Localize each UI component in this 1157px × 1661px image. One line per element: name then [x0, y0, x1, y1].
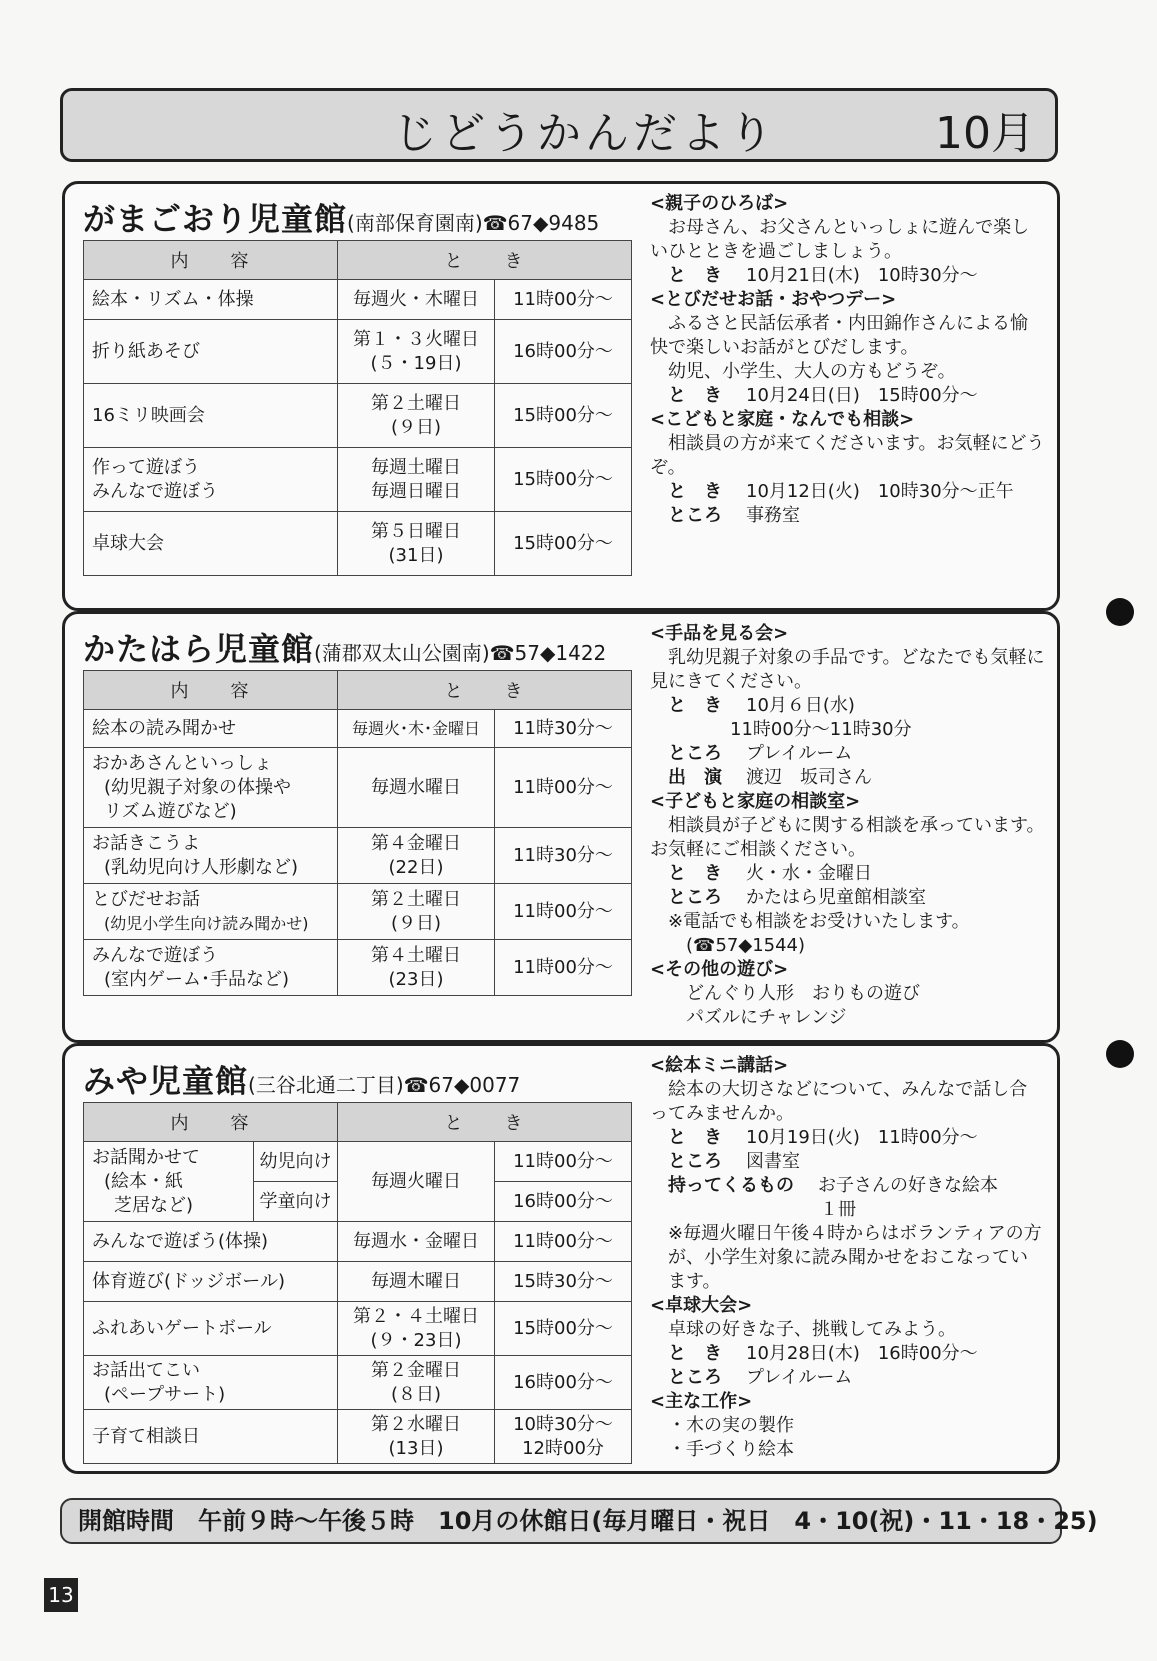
schedule-table — [83, 1102, 632, 1464]
detail-label: ところ — [668, 743, 722, 764]
detail-value: プレイルーム — [746, 1367, 853, 1388]
event-note: ※電話でも相談をお受けいたします。 — [668, 911, 970, 932]
row-day-line: (８日) — [390, 1383, 442, 1405]
event-title: <手品を見る会> — [650, 623, 789, 644]
katahara-section — [62, 611, 1060, 1043]
table-row — [84, 884, 632, 940]
event-text: ふるさと民話伝承者・内田錦作さんによる愉快で楽しいお話がとびだします。 — [650, 313, 1028, 358]
table-row — [84, 1356, 632, 1410]
event-text: ・手づくり絵本 — [668, 1439, 794, 1460]
row-sub-content: 幼児向け — [254, 1142, 338, 1182]
event-title: <卓球大会> — [650, 1295, 753, 1316]
row-content-line: (幼児親子対象の体操や — [104, 776, 292, 798]
row-content: 折り紙あそび — [84, 320, 338, 384]
row-content — [84, 828, 338, 884]
row-content: 16ミリ映画会 — [84, 384, 338, 448]
detail-label: と き — [668, 481, 722, 502]
row-day-line: 毎週日曜日 — [371, 480, 461, 502]
table-row — [84, 940, 632, 996]
event-detail — [650, 742, 1045, 766]
event-detail — [650, 694, 1045, 718]
schedule-table — [83, 240, 632, 576]
detail-value: かたはら児童館相談室 — [746, 887, 926, 908]
center-name: かたはら児童館 — [83, 630, 315, 668]
row-content — [84, 448, 338, 512]
row-content-line: (ペープサート) — [104, 1383, 226, 1405]
event-detail — [650, 480, 1045, 504]
event-text: 相談員の方が来てくださいます。お気軽にどうぞ。 — [650, 433, 1045, 478]
detail-label: 持ってくるもの — [668, 1175, 794, 1196]
row-day — [338, 884, 495, 940]
row-content: 絵本・リズム・体操 — [84, 280, 338, 320]
center-name: みや児童館 — [83, 1062, 249, 1100]
header-when: と き — [338, 1103, 632, 1142]
row-content-line: 作って遊ぼう — [92, 456, 200, 478]
row-day — [338, 1356, 495, 1410]
row-time: 11時00分～ — [495, 1222, 632, 1262]
row-day — [338, 448, 495, 512]
row-day-line: 第２水曜日 — [371, 1413, 461, 1435]
row-day-line: 第２金曜日 — [371, 1359, 461, 1381]
detail-value: プレイルーム — [746, 743, 853, 764]
event-detail — [650, 1342, 1045, 1366]
row-content-line: (乳幼児向け人形劇など) — [104, 856, 299, 878]
binder-hole-icon — [1106, 1040, 1134, 1068]
row-content-line: とびだせお話 — [92, 888, 200, 910]
event-detail — [650, 1150, 1045, 1174]
row-time: 16時00分～ — [495, 1182, 632, 1222]
row-day — [338, 940, 495, 996]
table-header-row — [84, 1103, 632, 1142]
row-day: 毎週火・木曜日 — [338, 280, 495, 320]
event-detail — [650, 766, 1045, 790]
event-detail — [650, 384, 1045, 408]
table-row — [84, 1410, 632, 1464]
center-tel: ☎57◆1422 — [489, 641, 607, 665]
table-row — [84, 320, 632, 384]
table-row — [84, 1262, 632, 1302]
event-detail — [650, 886, 1045, 910]
event-title: <とびだせお話・おやつデー> — [650, 289, 897, 310]
row-day: 毎週火曜日 — [338, 1142, 495, 1222]
page-header — [60, 88, 1058, 162]
row-sub-content: 学童向け — [254, 1182, 338, 1222]
event-text: 卓球の好きな子、挑戦してみよう。 — [668, 1319, 956, 1340]
row-day: 毎週木曜日 — [338, 1262, 495, 1302]
row-content: 体育遊び(ドッジボール) — [84, 1262, 338, 1302]
table-row — [84, 828, 632, 884]
gamagori-section — [62, 181, 1060, 611]
center-tel: ☎67◆9485 — [482, 211, 600, 235]
detail-value: お子さんの好きな絵本 — [818, 1175, 998, 1196]
page-month: 10月 — [935, 108, 1035, 159]
detail-value: 11時00分～11時30分 — [730, 719, 912, 740]
table-row — [84, 448, 632, 512]
table-row — [84, 1142, 632, 1182]
header-content: 内 容 — [84, 241, 338, 280]
event-text: 幼児、小学生、大人の方もどうぞ。 — [668, 361, 956, 382]
detail-label: と き — [668, 695, 722, 716]
row-day-line: (13日) — [388, 1437, 444, 1459]
table-row — [84, 710, 632, 748]
row-day — [338, 1410, 495, 1464]
detail-value: 事務室 — [746, 505, 800, 526]
event-text: 絵本の大切さなどについて、みんなで話し合ってみませんか。 — [650, 1079, 1028, 1124]
table-header-row — [84, 241, 632, 280]
row-day-line: 第１・３火曜日 — [353, 328, 479, 350]
center-location: (南部保育園南) — [347, 211, 483, 235]
row-day-line: (９日) — [390, 416, 442, 438]
row-time: 11時00分～ — [495, 280, 632, 320]
table-row — [84, 748, 632, 828]
detail-label: と き — [668, 385, 722, 406]
row-day-line: (９・23日) — [370, 1329, 462, 1351]
event-title: <こどもと家庭・なんでも相談> — [650, 409, 915, 430]
row-content-line: (絵本・紙 — [104, 1170, 184, 1192]
row-content — [84, 1356, 338, 1410]
event-text: 乳幼児親子対象の手品です。どなたでも気軽に見にきてください。 — [650, 647, 1045, 692]
detail-label: ところ — [668, 1367, 722, 1388]
row-content-line: リズム遊びなど) — [104, 800, 237, 822]
event-note: ※毎週火曜日午後４時からはボランティアの方が、小学生対象に読み聞かせをおこなっています。 — [668, 1223, 1042, 1292]
center-name: がまごおり児童館 — [83, 200, 348, 238]
detail-label: 出 演 — [668, 767, 722, 788]
row-content-line: 芝居など) — [114, 1194, 194, 1216]
row-time-line: 12時00分 — [522, 1437, 604, 1459]
detail-value: 10月12日(火) 10時30分～正午 — [746, 481, 1014, 502]
detail-label: と き — [668, 1343, 722, 1364]
table-row — [84, 384, 632, 448]
event-text: パズルにチャレンジ — [686, 1007, 847, 1028]
row-time: 15時00分～ — [495, 448, 632, 512]
detail-value: 10月21日(木) 10時30分～ — [746, 265, 978, 286]
row-content-line: お話聞かせて — [92, 1146, 200, 1168]
row-day-line: 第２・４土曜日 — [353, 1305, 479, 1327]
row-content-line: おかあさんといっしょ — [92, 752, 272, 774]
detail-value: １冊 — [820, 1199, 856, 1220]
row-content — [84, 940, 338, 996]
row-content — [84, 748, 338, 828]
row-content-line: (幼児小学生向け読み聞かせ) — [104, 913, 309, 933]
row-day-line: 第２土曜日 — [371, 888, 461, 910]
detail-label: と き — [668, 863, 722, 884]
row-time: 15時00分～ — [495, 1302, 632, 1356]
row-time: 15時00分～ — [495, 512, 632, 576]
row-content-line: お話出てこい — [92, 1359, 200, 1381]
row-day — [338, 320, 495, 384]
schedule-table — [83, 670, 632, 996]
event-text: お母さん、お父さんといっしょに遊んで楽しいひとときを過ごしましょう。 — [650, 217, 1030, 262]
row-day-line: 第４金曜日 — [371, 832, 461, 854]
detail-label: と き — [668, 265, 722, 286]
row-day: 毎週火･木･金曜日 — [338, 710, 495, 748]
row-day-line: (５・19日) — [370, 352, 462, 374]
row-content — [84, 884, 338, 940]
center-heading — [83, 194, 631, 240]
row-time — [495, 1410, 632, 1464]
row-time: 15時30分～ — [495, 1262, 632, 1302]
event-title: <絵本ミニ講話> — [650, 1055, 789, 1076]
event-title: <子どもと家庭の相談室> — [650, 791, 861, 812]
page-title: じどうかんだより — [393, 108, 777, 159]
event-detail — [650, 1126, 1045, 1150]
row-content: みんなで遊ぼう(体操) — [84, 1222, 338, 1262]
detail-value: 10月28日(木) 16時00分～ — [746, 1343, 978, 1364]
binder-hole-icon — [1106, 598, 1134, 626]
event-title: <親子のひろば> — [650, 193, 789, 214]
center-tel: ☎67◆0077 — [403, 1073, 521, 1097]
event-detail — [650, 862, 1045, 886]
opening-hours-bar: 開館時間 午前９時～午後５時 10月の休館日(毎月曜日・祝日 4・10(祝)・11・18・25) — [60, 1498, 1062, 1544]
detail-label: ところ — [668, 887, 722, 908]
header-content: 内 容 — [84, 671, 338, 710]
row-time-line: 10時30分～ — [513, 1413, 613, 1435]
event-detail — [650, 504, 1045, 528]
row-time: 11時30分～ — [495, 828, 632, 884]
row-day-line: (23日) — [388, 968, 444, 990]
event-text: 相談員が子どもに関する相談を承っています。お気軽にご相談ください。 — [650, 815, 1045, 860]
table-row — [84, 1302, 632, 1356]
event-notes — [650, 192, 1045, 528]
detail-label: ところ — [668, 505, 722, 526]
center-location: (蒲郡双太山公園南) — [314, 641, 490, 665]
row-day-line: 第２土曜日 — [371, 392, 461, 414]
event-notes — [650, 1054, 1045, 1462]
row-time: 11時00分～ — [495, 1142, 632, 1182]
event-title: <その他の遊び> — [650, 959, 789, 980]
table-row — [84, 280, 632, 320]
detail-value: 10月19日(火) 11時00分～ — [746, 1127, 978, 1148]
event-detail — [650, 264, 1045, 288]
detail-value: 図書室 — [746, 1151, 800, 1172]
row-time: 11時00分～ — [495, 940, 632, 996]
table-row — [84, 1222, 632, 1262]
row-day-line: 第５日曜日 — [371, 520, 461, 542]
detail-value: 10月24日(日) 15時00分～ — [746, 385, 978, 406]
row-day-line: (22日) — [388, 856, 444, 878]
row-day — [338, 1302, 495, 1356]
center-location: (三谷北通二丁目) — [248, 1073, 404, 1097]
event-detail — [650, 1366, 1045, 1390]
event-text: ・木の実の製作 — [668, 1415, 794, 1436]
row-day — [338, 828, 495, 884]
row-day-line: (９日) — [390, 912, 442, 934]
event-tel: (☎57◆1544) — [686, 935, 806, 956]
row-day-line: (31日) — [388, 544, 444, 566]
row-content-line: みんなで遊ぼう — [92, 944, 218, 966]
event-text: どんぐり人形 おりもの遊び — [686, 983, 920, 1004]
center-heading — [83, 624, 631, 670]
header-when: と き — [338, 671, 632, 710]
event-notes — [650, 622, 1045, 1030]
table-row — [84, 512, 632, 576]
detail-value: 渡辺 坂司さん — [746, 767, 872, 788]
detail-label: と き — [668, 1127, 722, 1148]
row-day — [338, 384, 495, 448]
row-content-line: みんなで遊ぼう — [92, 480, 218, 502]
row-content-line: お話きこうよ — [92, 832, 200, 854]
row-day-line: 毎週土曜日 — [371, 456, 461, 478]
table-header-row — [84, 671, 632, 710]
row-content — [84, 1142, 254, 1222]
header-when: と き — [338, 241, 632, 280]
row-content: 子育て相談日 — [84, 1410, 338, 1464]
page-number: 13 — [44, 1578, 78, 1612]
row-content: 絵本の読み聞かせ — [84, 710, 338, 748]
detail-value: 火・水・金曜日 — [746, 863, 872, 884]
row-time: 11時00分～ — [495, 748, 632, 828]
miya-section — [62, 1043, 1060, 1474]
detail-label: ところ — [668, 1151, 722, 1172]
row-time: 15時00分～ — [495, 384, 632, 448]
center-heading — [83, 1056, 631, 1102]
row-day — [338, 512, 495, 576]
row-content: 卓球大会 — [84, 512, 338, 576]
row-day: 毎週水曜日 — [338, 748, 495, 828]
detail-value: 10月６日(水) — [746, 695, 855, 716]
row-time: 16時00分～ — [495, 320, 632, 384]
event-title: <主な工作> — [650, 1391, 753, 1412]
row-time: 11時00分～ — [495, 884, 632, 940]
row-day: 毎週水・金曜日 — [338, 1222, 495, 1262]
row-content: ふれあいゲートボール — [84, 1302, 338, 1356]
row-time: 11時30分～ — [495, 710, 632, 748]
row-day-line: 第４土曜日 — [371, 944, 461, 966]
header-content: 内 容 — [84, 1103, 338, 1142]
event-detail — [650, 1174, 1045, 1198]
row-content-line: (室内ゲーム･手品など) — [104, 968, 290, 990]
row-time: 16時00分～ — [495, 1356, 632, 1410]
